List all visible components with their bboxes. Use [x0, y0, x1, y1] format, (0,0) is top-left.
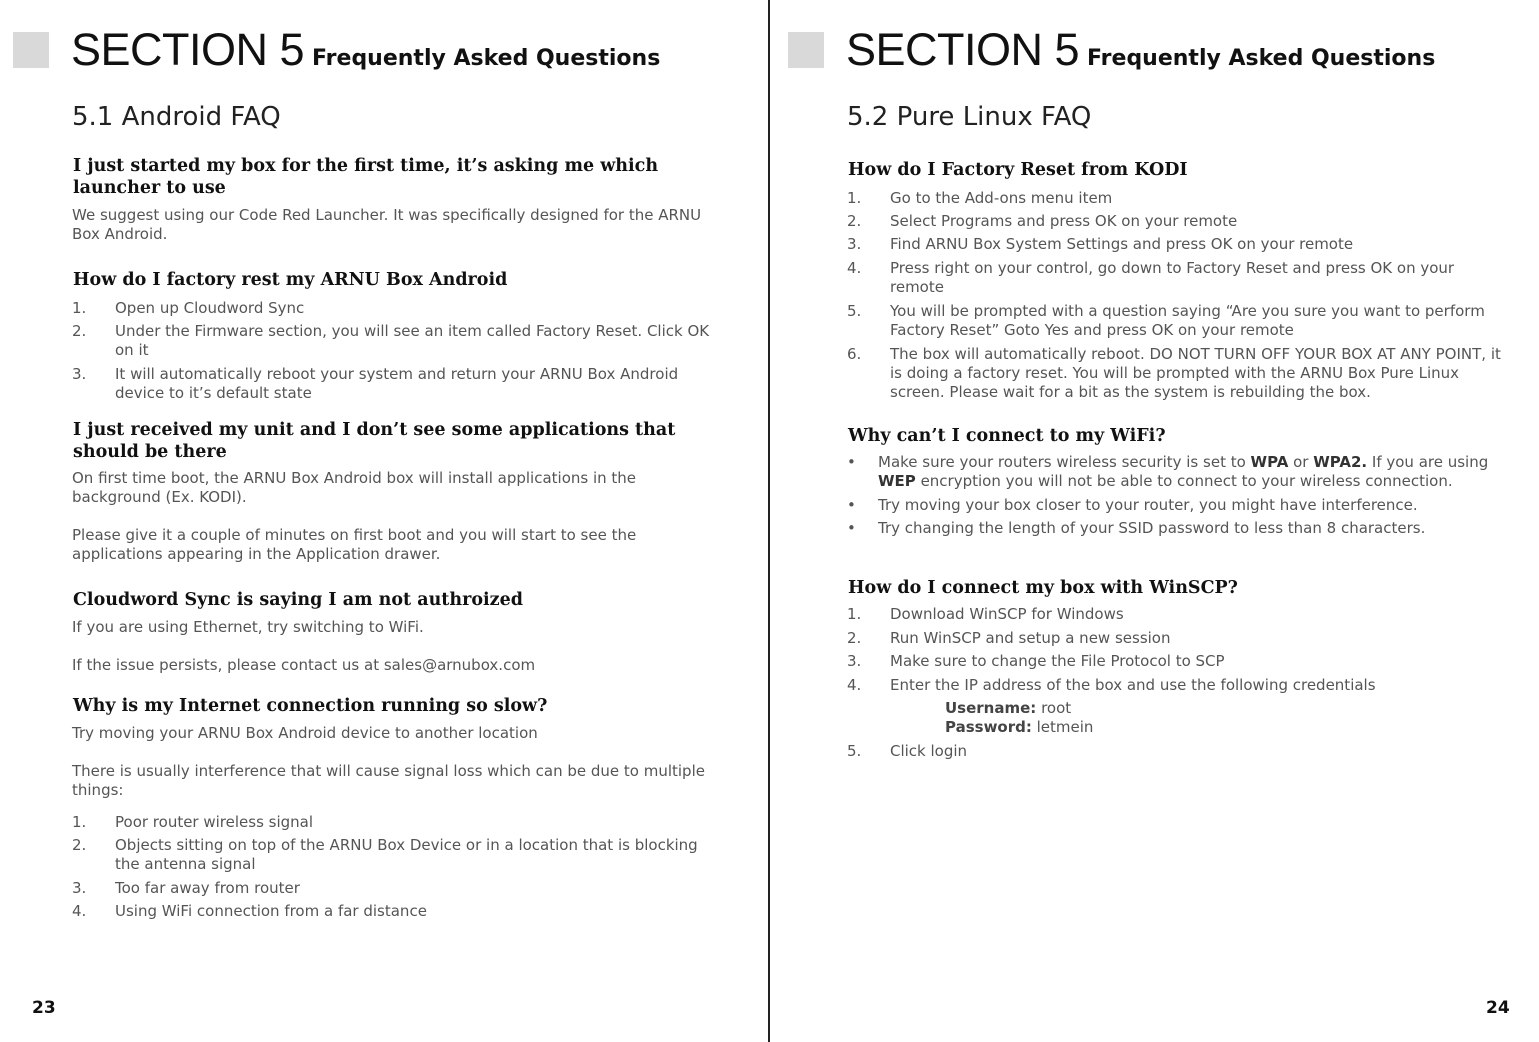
list-item: [847, 189, 1527, 209]
password-value: letmein: [1031, 718, 1094, 736]
bullet-item: [847, 519, 1537, 539]
question-heading: How do I factory rest my ARNU Box Android: [73, 270, 508, 290]
username-value: root: [1036, 699, 1072, 717]
page-number: 23: [32, 998, 56, 1018]
section-header: [71, 24, 660, 76]
bullet-item: [847, 453, 1537, 493]
question-heading: How do I Factory Reset from KODI: [848, 160, 1188, 180]
list-number: 4.: [72, 902, 87, 920]
list-number: 1.: [847, 189, 862, 207]
list-text: Select Programs and press OK on your remote: [890, 212, 1238, 230]
question-heading: How do I connect my box with WinSCP?: [848, 578, 1238, 598]
list-item: [72, 365, 722, 405]
section-title: SECTION 5: [71, 24, 305, 75]
list-number: 5.: [847, 742, 862, 760]
bullet-item: [847, 496, 1537, 516]
list-text: It will automatically reboot your system and return your ARNU Box Android device to it’s default state: [115, 365, 679, 402]
list-text: Poor router wireless signal: [115, 813, 314, 831]
list-item: [847, 302, 1527, 342]
list-number: 5.: [847, 302, 862, 320]
list-number: 3.: [72, 879, 87, 897]
question-heading: Why can’t I connect to my WiFi?: [848, 426, 1166, 446]
page-right: [775, 0, 1535, 1042]
list-number: 2.: [72, 836, 87, 854]
answer-text: If you are using Ethernet, try switching to WiFi.: [72, 618, 424, 636]
subsection-title: 5.1 Android FAQ: [72, 102, 281, 132]
list-text: Using WiFi connection from a far distance: [115, 902, 427, 920]
list-item: [847, 259, 1527, 299]
list-number: 2.: [847, 629, 862, 647]
password-credential: [945, 718, 1093, 737]
username-credential: [945, 699, 1071, 718]
list-text: Objects sitting on top of the ARNU Box Device or in a location that is blocking the antenna signal: [115, 836, 698, 873]
list-text: Go to the Add-ons menu item: [890, 189, 1113, 207]
list-item: [847, 742, 1527, 762]
wep-term: WEP: [878, 472, 916, 490]
list-item: [847, 676, 1527, 696]
list-text: Run WinSCP and setup a new session: [890, 629, 1171, 647]
list-number: 1.: [847, 605, 862, 623]
list-number: 1.: [72, 299, 87, 317]
list-number: 1.: [72, 813, 87, 831]
page-number: 24: [1486, 998, 1510, 1018]
list-item: [847, 345, 1537, 405]
list-number: 6.: [847, 345, 862, 363]
question-heading: I just received my unit and I don’t see some applications that should be there: [73, 420, 676, 462]
list-text: Make sure to change the File Protocol to SCP: [890, 652, 1225, 670]
bullet-glyph: •: [847, 519, 856, 537]
section-subtitle: Frequently Asked Questions: [1087, 46, 1436, 71]
question-heading: Why is my Internet connection running so slow?: [73, 696, 548, 716]
section-title: SECTION 5: [846, 24, 1080, 75]
question-heading: Cloudword Sync is saying I am not authroized: [73, 590, 523, 610]
page-left: [0, 0, 760, 1042]
list-number: 4.: [847, 259, 862, 277]
username-label: Username:: [945, 699, 1037, 717]
subsection-title: 5.2 Pure Linux FAQ: [847, 102, 1092, 132]
list-text: Open up Cloudword Sync: [115, 299, 305, 317]
list-number: 2.: [847, 212, 862, 230]
bullet-text: Try moving your box closer to your router, you might have interference.: [878, 496, 1418, 514]
answer-text: Try moving your ARNU Box Android device to another location: [72, 724, 538, 742]
list-text: Enter the IP address of the box and use the following credentials: [890, 676, 1376, 694]
list-item: [847, 212, 1527, 232]
bullet-text: Make sure your routers wireless security is set to WPA or WPA2. If you are using WEP encryption you will not be able to connect to your wireless connection.: [878, 453, 1489, 490]
bullet-glyph: •: [847, 453, 856, 471]
section-subtitle: Frequently Asked Questions: [312, 46, 661, 71]
list-number: 3.: [72, 365, 87, 383]
list-number: 3.: [847, 652, 862, 670]
answer-text: There is usually interference that will cause signal loss which can be due to multiple things:: [72, 762, 705, 799]
list-text: Download WinSCP for Windows: [890, 605, 1124, 623]
list-text: Find ARNU Box System Settings and press OK on your remote: [890, 235, 1354, 253]
list-number: 2.: [72, 322, 87, 340]
list-item: [847, 605, 1527, 625]
answer-text: Please give it a couple of minutes on first boot and you will start to see the applications appearing in the Application drawer.: [72, 526, 637, 563]
list-text: Click login: [890, 742, 968, 760]
list-text: Too far away from router: [115, 879, 300, 897]
bullet-text: Try changing the length of your SSID password to less than 8 characters.: [878, 519, 1426, 537]
list-text: You will be prompted with a question saying “Are you sure you want to perform Factory Reset” Goto Yes and press OK on your remote: [890, 302, 1485, 339]
list-item: [847, 629, 1527, 649]
list-text: Press right on your control, go down to Factory Reset and press OK on your remote: [890, 259, 1455, 296]
answer-text: On first time boot, the ARNU Box Android box will install applications in the background (Ex. KODI).: [72, 469, 637, 506]
list-item: [72, 879, 722, 899]
list-item: [72, 902, 722, 922]
list-text: Under the Firmware section, you will see an item called Factory Reset. Click OK on it: [115, 322, 710, 359]
list-item: [847, 235, 1527, 255]
list-item: [72, 299, 722, 319]
answer-text: We suggest using our Code Red Launcher. It was specifically designed for the ARNU Box Android.: [72, 206, 702, 243]
section-marker: [788, 32, 824, 68]
section-header: [846, 24, 1435, 76]
list-text: The box will automatically reboot. DO NOT TURN OFF YOUR BOX AT ANY POINT, it is doing a factory reset. You will be prompted with the ARNU Box Pure Linux screen. Please wait for a bit as the system is rebuilding the box.: [890, 345, 1501, 401]
list-item: [72, 322, 722, 362]
bullet-glyph: •: [847, 496, 856, 514]
question-heading: I just started my box for the first time, it’s asking me which launcher to use: [73, 156, 659, 198]
answer-text: If the issue persists, please contact us at sales@arnubox.com: [72, 656, 536, 674]
wpa-term: WPA: [1250, 453, 1289, 471]
list-item: [72, 813, 722, 833]
wpa2-term: WPA2.: [1313, 453, 1368, 471]
list-number: 3.: [847, 235, 862, 253]
list-number: 4.: [847, 676, 862, 694]
page-divider: [768, 0, 770, 1042]
section-marker: [13, 32, 49, 68]
list-item: [72, 836, 722, 876]
password-label: Password:: [945, 718, 1032, 736]
list-item: [847, 652, 1527, 672]
